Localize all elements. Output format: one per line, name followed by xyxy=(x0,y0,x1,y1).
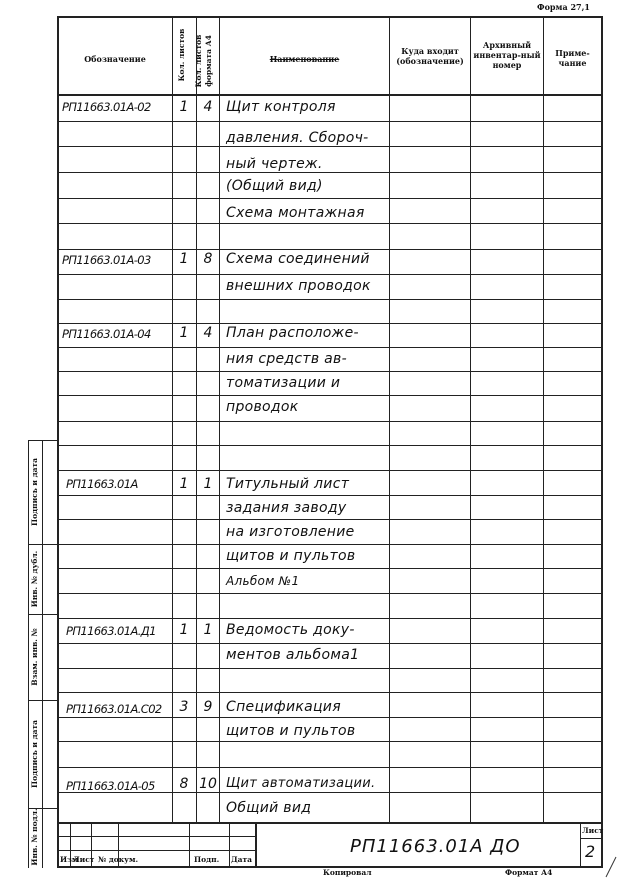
row-name-line: ный чертеж. xyxy=(226,156,323,172)
tb-izm: Изм xyxy=(60,855,79,864)
row-rule xyxy=(59,544,601,545)
col-divider xyxy=(389,16,390,822)
side-label-vzam-inv: Взам. инв. № xyxy=(30,628,39,686)
titleblock-col xyxy=(229,822,230,866)
side-strip-line xyxy=(28,700,58,701)
row-name-line: щитов и пультов xyxy=(226,548,356,564)
side-strip-line xyxy=(28,614,58,615)
row-a4: 4 xyxy=(203,99,213,115)
col-divider xyxy=(219,16,220,822)
row-rule xyxy=(59,692,601,693)
row-rule xyxy=(59,347,601,348)
header-rule xyxy=(57,94,603,96)
row-rule xyxy=(59,568,601,569)
header-a4-sheets: Кол. листов формата А4 xyxy=(194,34,213,88)
row-rule xyxy=(59,767,601,768)
titleblock-col xyxy=(255,822,257,866)
titleblock-top xyxy=(57,822,603,824)
form-label: Форма 27,1 xyxy=(537,2,590,12)
row-sheets: 8 xyxy=(179,776,189,792)
tb-podp: Подп. xyxy=(194,855,220,864)
row-name-line: проводок xyxy=(226,399,299,415)
row-name-line: задания заводу xyxy=(226,500,347,516)
header-designation: Обозначение xyxy=(84,54,146,64)
side-strip-line xyxy=(42,440,43,868)
row-name-line: Схема соединений xyxy=(226,251,370,267)
row-sheets: 1 xyxy=(179,476,189,492)
footer-copied: Копировал xyxy=(323,868,372,877)
row-rule xyxy=(59,172,601,173)
row-rule xyxy=(59,121,601,122)
row-a4: 1 xyxy=(203,622,213,638)
row-a4: 9 xyxy=(203,699,213,715)
row-name-line: (Общий вид) xyxy=(226,178,323,194)
tb-data: Дата xyxy=(231,855,253,864)
row-rule xyxy=(59,519,601,520)
side-label-sign-date-bottom: Подпись и дата xyxy=(30,720,39,788)
row-rule xyxy=(59,643,601,644)
row-designation: РП11663.01А-04 xyxy=(62,327,151,341)
tb-sheet-label: Лист xyxy=(582,826,604,835)
header-sheets-count: Кол. листов xyxy=(177,28,186,82)
row-rule xyxy=(59,717,601,718)
row-rule xyxy=(59,470,601,471)
row-name-line: Щит автоматизации. xyxy=(226,776,376,791)
row-name-line: Щит контроля xyxy=(226,99,336,115)
row-name-line: Альбом №1 xyxy=(226,574,300,588)
row-name-line: Ведомость доку- xyxy=(226,622,355,638)
row-sheets: 1 xyxy=(179,99,189,115)
corner-stroke xyxy=(604,855,618,879)
header-name: Наименование xyxy=(269,54,340,64)
row-name-line: План расположе- xyxy=(226,325,359,341)
row-name-line: Титульный лист xyxy=(226,476,350,492)
side-strip-line xyxy=(28,440,58,441)
frame-top xyxy=(57,16,603,18)
row-rule xyxy=(59,223,601,224)
row-name-line: Спецификация xyxy=(226,699,341,715)
row-designation: РП11663.01А xyxy=(66,477,138,491)
row-sheets: 1 xyxy=(179,325,189,341)
row-rule xyxy=(59,445,601,446)
row-name-line: ментов альбома1 xyxy=(226,647,360,663)
side-label-sign-date-top: Подпись и дата xyxy=(30,458,39,526)
row-designation: РП11663.01А.С02 xyxy=(66,702,162,716)
footer-format: Формат А4 xyxy=(505,868,553,877)
row-rule xyxy=(59,198,601,199)
row-rule xyxy=(59,668,601,669)
side-strip-line xyxy=(28,440,29,868)
row-rule xyxy=(59,371,601,372)
row-a4: 8 xyxy=(203,251,213,267)
tb-list: Лист xyxy=(73,855,95,864)
row-rule xyxy=(59,323,601,324)
header-archive: Архивный инвентар-ный номер xyxy=(473,40,541,70)
row-name-line: Общий вид xyxy=(226,800,312,816)
row-designation: РП11663.01А-05 xyxy=(66,779,155,793)
side-label-inv-orig: Инв. № подл. xyxy=(30,808,39,866)
row-rule xyxy=(59,274,601,275)
titleblock-row xyxy=(57,850,255,851)
tb-doc-no: № докум. xyxy=(98,855,139,864)
row-name-line: щитов и пультов xyxy=(226,723,356,739)
header-where-used: Куда входит (обозначение) xyxy=(396,46,464,66)
row-a4: 1 xyxy=(203,476,213,492)
header-note: Приме-чание xyxy=(555,48,590,68)
row-sheets: 3 xyxy=(179,699,189,715)
frame-right xyxy=(601,16,603,868)
row-name-line: томатизации и xyxy=(226,375,341,391)
side-label-inv-dup: Инв. № дубл. xyxy=(30,550,39,608)
sheet-number: 2 xyxy=(585,842,596,861)
row-designation: РП11663.01А-02 xyxy=(62,100,151,114)
row-name-line: внешних проводок xyxy=(226,278,371,294)
titleblock-row xyxy=(580,838,602,839)
col-divider xyxy=(543,16,544,822)
row-name-line: Схема монтажная xyxy=(226,205,365,221)
row-a4: 10 xyxy=(199,776,217,792)
titleblock-col xyxy=(189,822,190,866)
titleblock-row xyxy=(57,836,255,837)
row-designation: РП11663.01А.Д1 xyxy=(66,624,156,638)
document-code: РП11663.01А ДО xyxy=(350,836,521,857)
row-rule xyxy=(59,741,601,742)
row-a4: 4 xyxy=(203,325,213,341)
row-sheets: 1 xyxy=(179,622,189,638)
row-name-line: давления. Сбороч- xyxy=(226,130,369,146)
col-divider xyxy=(470,16,471,822)
row-rule xyxy=(59,395,601,396)
row-rule xyxy=(59,249,601,250)
row-rule xyxy=(59,495,601,496)
row-rule xyxy=(59,593,601,594)
row-designation: РП11663.01А-03 xyxy=(62,253,151,267)
row-sheets: 1 xyxy=(179,251,189,267)
row-name-line: на изготовление xyxy=(226,524,355,540)
row-rule xyxy=(59,421,601,422)
row-name-line: ния средств ав- xyxy=(226,351,347,367)
titleblock-col xyxy=(580,822,581,866)
row-rule xyxy=(59,618,601,619)
row-rule xyxy=(59,146,601,147)
row-rule xyxy=(59,299,601,300)
